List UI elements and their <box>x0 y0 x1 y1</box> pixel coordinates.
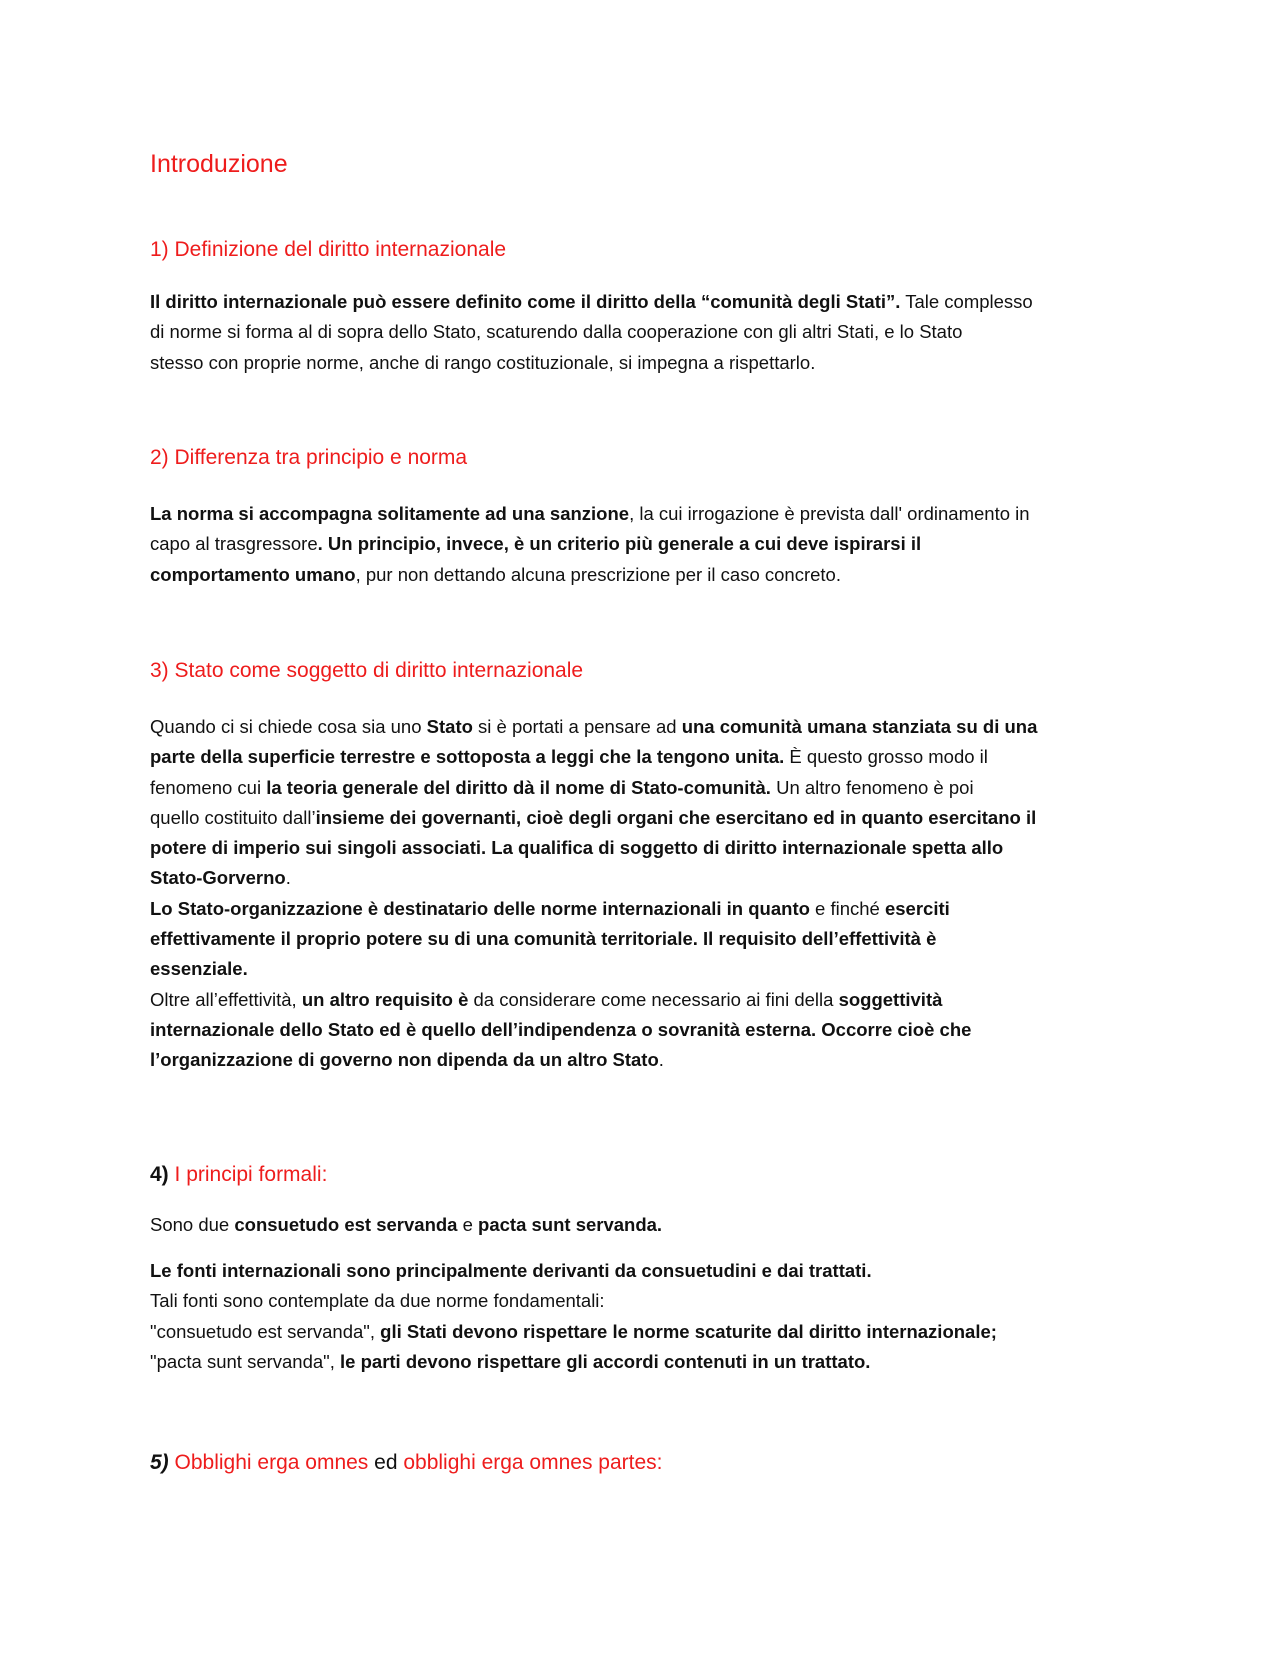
bold-text: Lo Stato-organizzazione è destinatario delle norme internazionali in quanto <box>150 897 810 919</box>
bold-text: le parti devono rispettare gli accordi contenuti in un trattato. <box>340 1350 871 1372</box>
bold-text: internazionale dello Stato ed è quello dell’indipendenza o sovranità esterna. Occorre cioè che <box>150 1018 972 1040</box>
text: Sono due <box>150 1214 235 1235</box>
paragraph-line <box>150 924 1140 954</box>
text: , la cui irrogazione è prevista dall' ordinamento in <box>629 503 1030 524</box>
section-4-intro <box>150 1210 1140 1240</box>
bold-text: la teoria generale del diritto dà il nome di Stato-comunità. <box>266 776 771 798</box>
bold-text: comportamento umano <box>150 563 356 585</box>
paragraph-line: Tali fonti sono contemplate da due norme fondamentali: <box>150 1290 605 1312</box>
document-title: Introduzione <box>150 150 288 178</box>
text: "pacta sunt servanda", <box>150 1350 341 1372</box>
bold-text: parte della superficie terrestre e sottoposta a leggi che la tengono unita. <box>150 746 785 768</box>
paragraph-line <box>150 894 1140 924</box>
paragraph-line <box>150 833 1140 863</box>
paragraph-line <box>150 773 1140 803</box>
paragraph-line <box>150 529 1140 559</box>
bold-text: eserciti <box>884 897 950 919</box>
text: , pur non dettando alcuna prescrizione per il caso concreto. <box>355 563 841 585</box>
text: "consuetudo est servanda", <box>150 1320 381 1342</box>
text: Un altro fenomeno è poi <box>770 776 974 798</box>
bold-text: effettivamente il proprio potere su di una comunità territoriale. Il requisito dell’effettività è <box>150 928 937 950</box>
text: da considerare come necessario ai fini della <box>468 988 839 1010</box>
bold-text: Il diritto internazionale può essere definito come il diritto della “comunità degli Stati”. <box>150 291 901 312</box>
paragraph-line <box>150 1347 1140 1377</box>
section-heading-text: obblighi erga omnes partes: <box>403 1451 663 1474</box>
section-heading-text: Obblighi erga omnes <box>168 1451 369 1474</box>
section-3-heading: 3) Stato come soggetto di diritto internazionale <box>150 659 584 682</box>
section-5-heading <box>150 1451 663 1475</box>
bold-text: un altro requisito è <box>301 988 469 1010</box>
bold-text: l’organizzazione di governo non dipenda da un altro Stato <box>150 1049 659 1071</box>
text: . <box>285 867 291 889</box>
bold-text: gli Stati devono rispettare le norme scaturite dal diritto internazionale; <box>380 1320 997 1342</box>
paragraph-line <box>150 560 1140 590</box>
bold-text: essenziale. <box>150 958 248 980</box>
text: fenomeno cui <box>150 776 267 798</box>
section-4-heading <box>150 1163 327 1187</box>
text: capo al trasgressore <box>150 533 318 555</box>
bold-text: Le fonti internazionali sono principalmente derivanti da consuetudini e dai trattati. <box>150 1260 872 1281</box>
bold-text: Stato <box>426 716 473 737</box>
bold-text: pacta sunt servanda. <box>478 1214 663 1235</box>
heading-connector: ed <box>368 1451 404 1474</box>
paragraph-line <box>150 1210 1140 1240</box>
text: Quando ci si chiede cosa sia uno <box>150 716 427 737</box>
paragraph-line <box>150 287 1140 317</box>
section-3-paragraph <box>150 712 1140 1076</box>
text: e <box>457 1214 479 1235</box>
text: . <box>658 1049 664 1071</box>
paragraph-line <box>150 742 1140 772</box>
paragraph-line <box>150 985 1140 1015</box>
bold-text: La norma si accompagna solitamente ad una sanzione <box>150 503 630 524</box>
paragraph-line <box>150 1015 1140 1045</box>
bold-text: una comunità umana stanziata su di una <box>681 716 1038 737</box>
section-heading-text: I principi formali: <box>168 1163 328 1186</box>
paragraph-line <box>150 803 1140 833</box>
section-number: 4) <box>150 1163 169 1186</box>
section-1-paragraph <box>150 287 1140 378</box>
bold-text: consuetudo est servanda <box>234 1214 458 1235</box>
text: Oltre all’effettività, <box>150 988 302 1010</box>
text: È questo grosso modo il <box>784 746 988 768</box>
bold-text: potere di imperio sui singoli associati. La qualifica di soggetto di diritto internazionale spetta allo <box>150 837 1004 859</box>
paragraph-line <box>150 499 1140 529</box>
text: quello costituito dall’ <box>150 806 316 828</box>
paragraph-line <box>150 954 1140 984</box>
paragraph-line <box>150 1256 1140 1286</box>
section-4-paragraph <box>150 1256 1140 1377</box>
paragraph-line <box>150 1317 1140 1347</box>
text: Tale complesso <box>900 291 1033 312</box>
bold-text: insieme dei governanti, cioè degli organi che esercitano ed in quanto esercitano il <box>315 806 1037 828</box>
text: e finché <box>809 897 885 919</box>
bold-text: . Un principio, invece, è un criterio più generale a cui deve ispirarsi il <box>317 533 922 555</box>
section-2-heading: 2) Differenza tra principio e norma <box>150 446 468 469</box>
section-2-paragraph <box>150 499 1140 590</box>
paragraph-line: stesso con proprie norme, anche di rango costituzionale, si impegna a rispettarlo. <box>150 351 816 373</box>
text: si è portati a pensare ad <box>472 716 682 737</box>
paragraph-line: di norme si forma al di sopra dello Stato, scaturendo dalla cooperazione con gli altri Stati, e lo Stato <box>150 321 963 343</box>
paragraph-line <box>150 712 1140 742</box>
bold-text: soggettività <box>838 988 943 1010</box>
paragraph-line <box>150 1045 1140 1075</box>
paragraph-line <box>150 863 1140 893</box>
section-1-heading: 1) Definizione del diritto internazionale <box>150 238 507 261</box>
section-number: 5) <box>150 1451 169 1474</box>
bold-text: Stato-Gorverno <box>150 867 286 889</box>
